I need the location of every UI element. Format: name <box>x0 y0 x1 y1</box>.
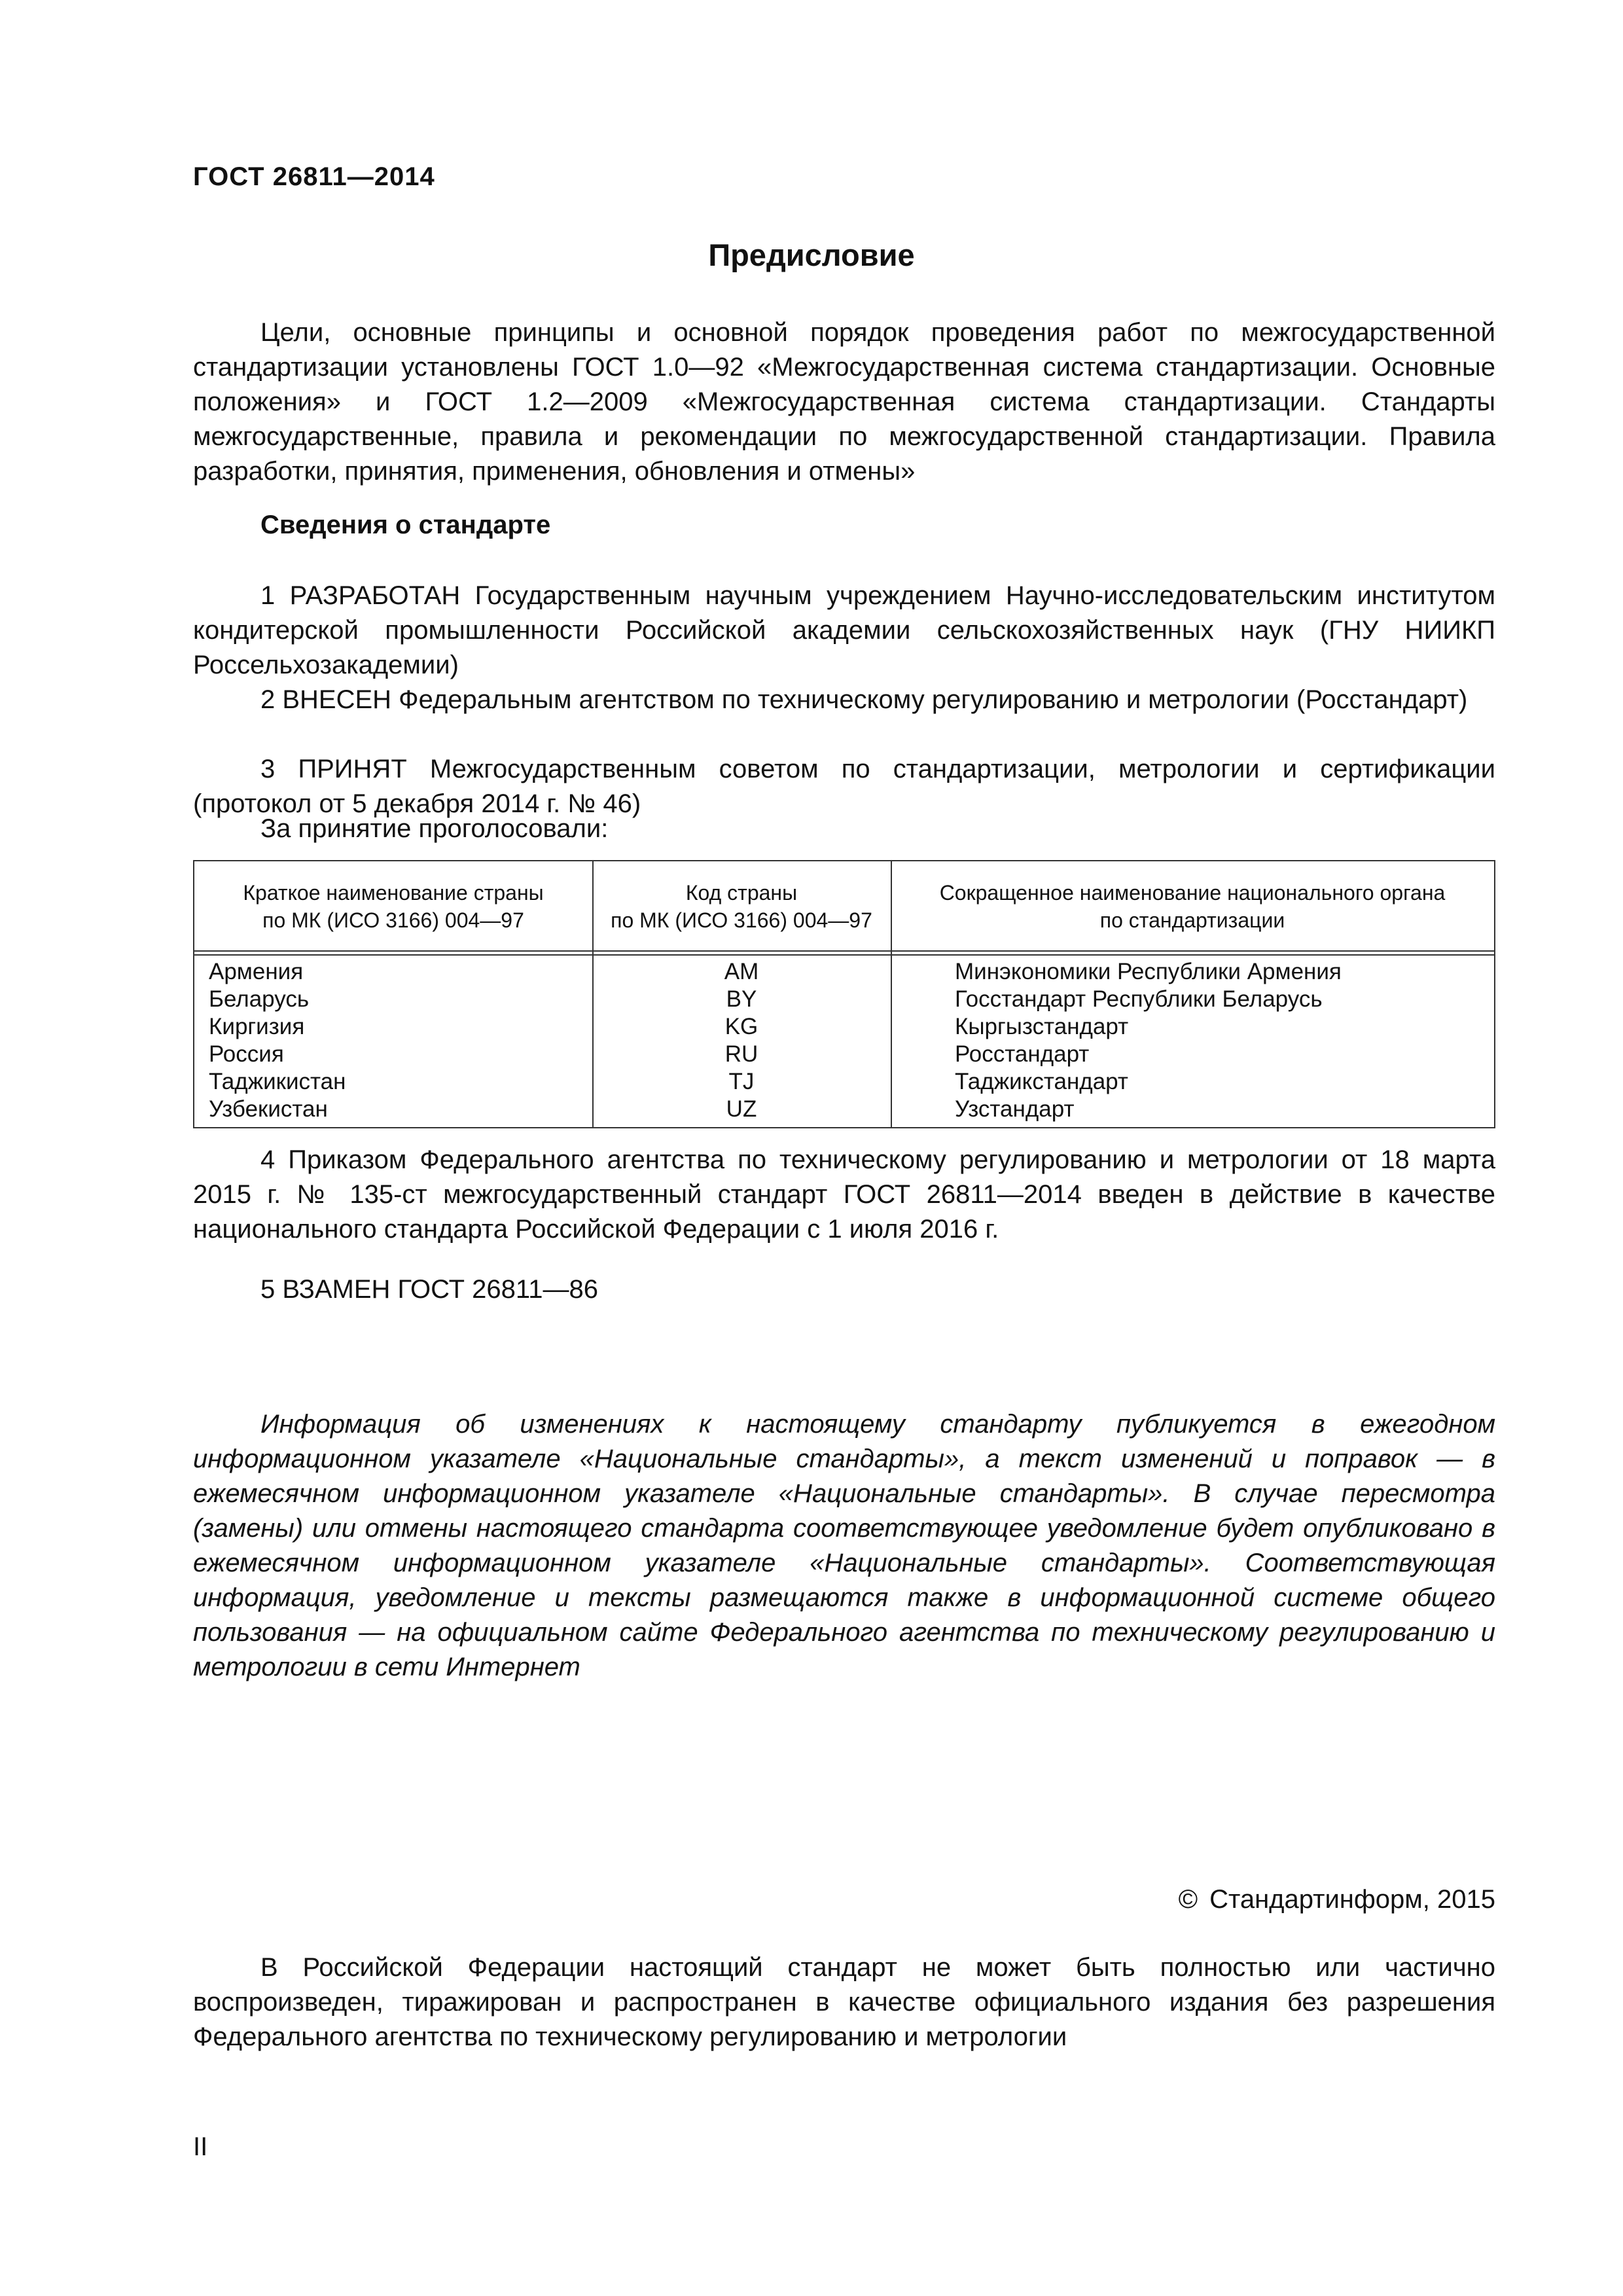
body-cell: Кыргызстандарт <box>955 1014 1129 1039</box>
item-4-enacted: 4 Приказом Федерального агентства по техническому регулированию и метрологии от 18 марта 2015 г. № 135-ст межгосударственный стандарт ГОСТ 26811—2014 введен в действие в качестве национального стандарта Российской Федерации с 1 июля 2016 г. <box>193 1145 1495 1244</box>
changes-info-notice: Информация об изменениях к настоящему стандарту публикуется в ежегодном информационном указателе «Национальные стандарты», а текст изменений и поправок — в ежемесячном информационном указателе «Национальные стандарты». В случае пересмотра (замены) или отмены настоящего стандарта соответствующее уведомление будет опубликовано в ежемесячном информационном указателе «Национальные стандарты». Соответствующая информация, уведомление и тексты размещаются также в информационной системе общего пользования — на официальном сайте Федерального агентства по техническому регулированию и метрологии в сети Интернет <box>193 1410 1495 1681</box>
country-cell: Армения <box>209 959 304 984</box>
body-cell: Росстандарт <box>955 1041 1090 1067</box>
body-cell: Узстандарт <box>955 1096 1075 1122</box>
item-1-developed: 1 РАЗРАБОТАН Государственным научным учреждением Научно-исследовательским институтом кондитерской промышленности Российской академии сельскохозяйственных наук (ГНУ НИИКП Россельхозакадемии) <box>193 581 1495 679</box>
country-cell: Россия <box>209 1041 284 1067</box>
table-row <box>194 1013 1494 1041</box>
page-title: Предисловие <box>708 238 915 272</box>
copyright-text: Стандартинформ, 2015 <box>1209 1885 1495 1914</box>
table-row <box>194 1068 1494 1096</box>
country-cell: Узбекистан <box>209 1096 328 1122</box>
page-number: II <box>193 2132 208 2161</box>
table-row <box>194 1096 1494 1123</box>
intro-paragraph: Цели, основные принципы и основной порядок проведения работ по межгосударственной стандартизации установлены ГОСТ 1.0—92 «Межгосударственная система стандартизации. Основные положения» и ГОСТ 1.2—2009 «Межгосударственная система стандартизации. Стандарты межгосударственные, правила и рекомендации по межгосударственной стандартизации. Правила разработки, принятия, применения, обновления и отмены» <box>193 318 1495 486</box>
table-header-code: Код страны по МК (ИСО 3166) 004—97 <box>611 881 872 932</box>
table-header-body: Сокращенное наименование национального органа по стандартизации <box>939 881 1446 932</box>
country-cell: Таджикистан <box>209 1069 346 1094</box>
code-cell: KG <box>724 1014 758 1039</box>
legal-notice: В Российской Федерации настоящий стандарт не может быть полностью или частично воспроизведен, тиражирован и распространен в качестве официального издания без разрешения Федерального агентства по техническому регулированию и метрологии <box>193 1953 1495 2051</box>
table-row <box>194 958 1494 986</box>
table-row <box>194 1041 1494 1068</box>
country-cell: Беларусь <box>209 986 310 1012</box>
item-2-introduced: 2 ВНЕСЕН Федеральным агентством по техническому регулированию и метрологии (Росстандарт) <box>260 685 1468 714</box>
item-5-replaces: 5 ВЗАМЕН ГОСТ 26811—86 <box>260 1275 598 1304</box>
copyright-line <box>1179 1885 1495 1914</box>
table-row <box>194 986 1494 1013</box>
country-cell: Киргизия <box>209 1014 305 1039</box>
table-body <box>194 958 1494 1123</box>
body-cell: Госстандарт Республики Беларусь <box>955 986 1323 1012</box>
table-header-country: Краткое наименование страны по МК (ИСО 3166) 004—97 <box>243 881 544 932</box>
section-heading: Сведения о стандарте <box>260 511 551 539</box>
header-double-rule <box>194 950 1494 956</box>
voting-table <box>193 860 1495 1128</box>
code-cell: UZ <box>726 1096 757 1122</box>
standard-code: ГОСТ 26811—2014 <box>193 162 435 191</box>
code-cell: BY <box>726 986 757 1012</box>
vote-line: За принятие проголосовали: <box>260 814 609 843</box>
code-cell: RU <box>724 1041 758 1067</box>
copyright-icon: © <box>1178 1885 1198 1914</box>
code-cell: TJ <box>728 1069 755 1094</box>
item-3-adopted: 3 ПРИНЯТ Межгосударственным советом по стандартизации, метрологии и сертификации (протокол от 5 декабря 2014 г. № 46) <box>193 755 1495 818</box>
body-cell: Минэкономики Республики Армения <box>955 959 1342 984</box>
body-cell: Таджикстандарт <box>955 1069 1128 1094</box>
code-cell: AM <box>724 959 759 984</box>
